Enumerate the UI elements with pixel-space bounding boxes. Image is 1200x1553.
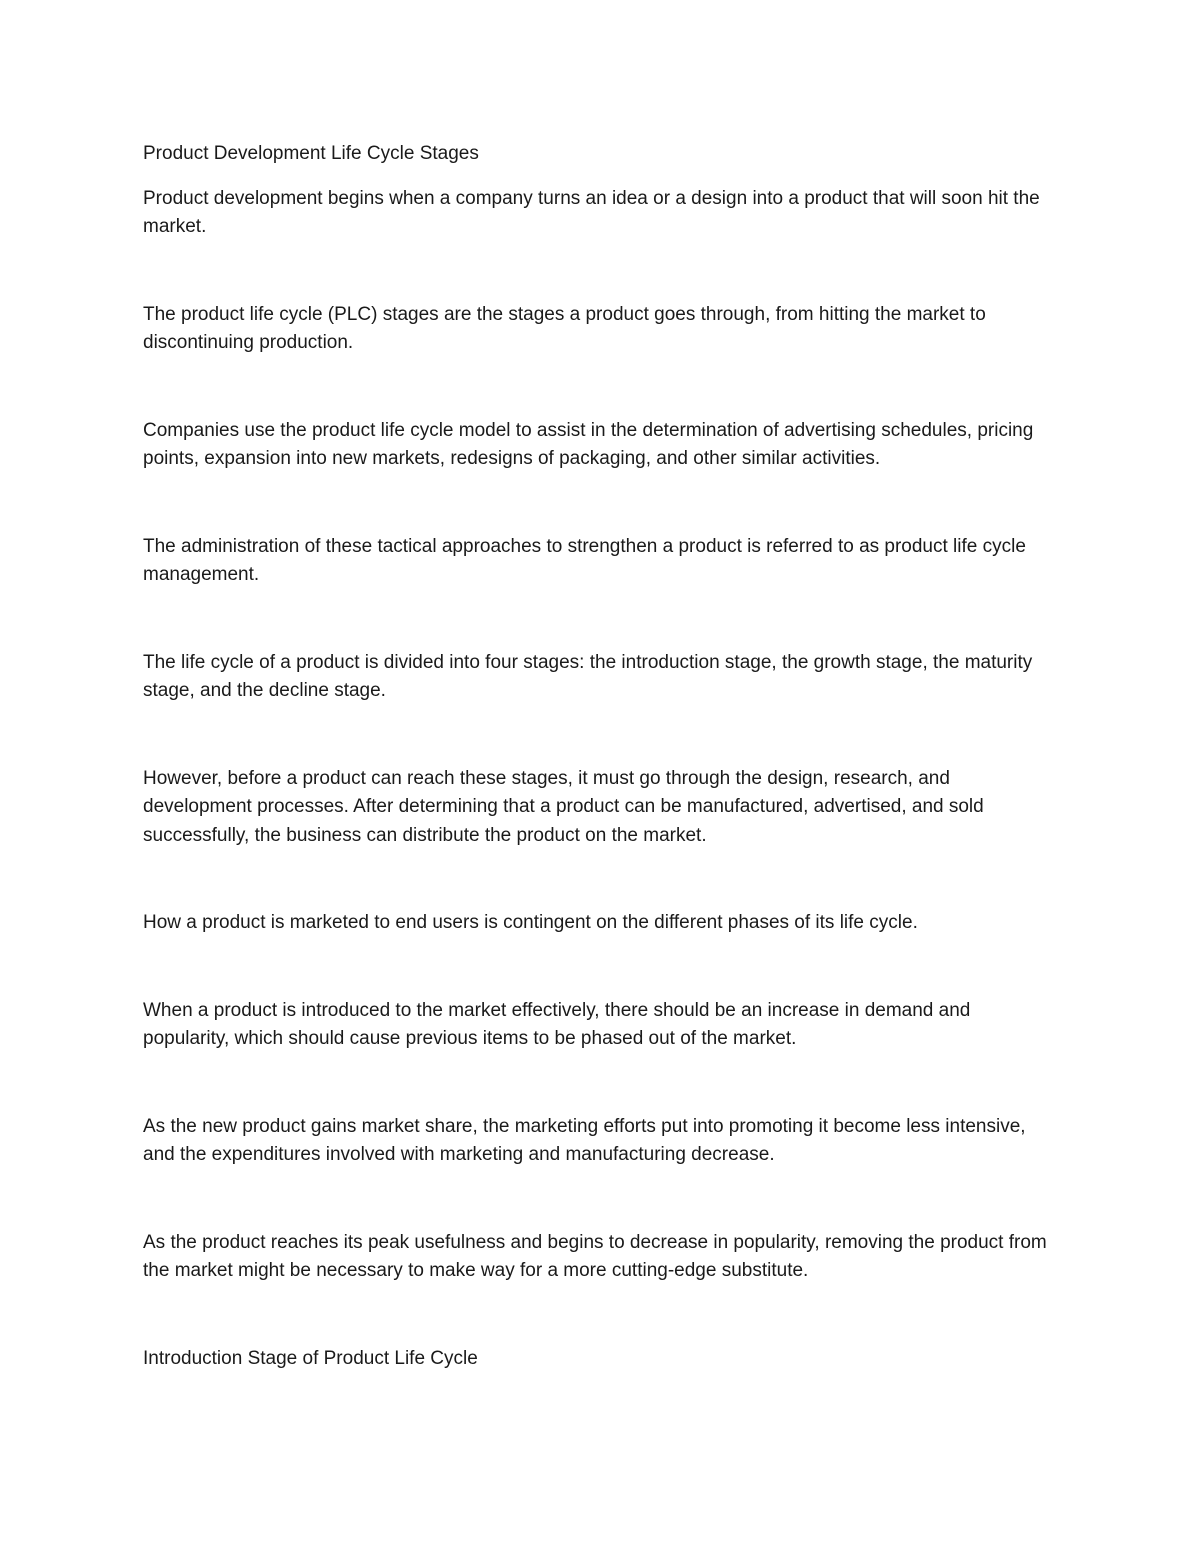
paragraph-plc-model-use: Companies use the product life cycle model to assist in the determination of advertising schedules, pricing points, expansion into new markets, redesigns of packaging, and other similar activities. xyxy=(143,419,1034,469)
paragraph-introduction-effect: When a product is introduced to the market effectively, there should be an increase in demand and popularity, which should cause previous items to be phased out of the market. xyxy=(143,999,971,1049)
paragraph-plc-management: The administration of these tactical approaches to strengthen a product is referred to as product life cycle management. xyxy=(143,535,1026,585)
paragraph-four-stages: The life cycle of a product is divided into four stages: the introduction stage, the growth stage, the maturity stage, and the decline stage. xyxy=(143,651,1033,701)
document-title: Product Development Life Cycle Stages xyxy=(143,143,479,164)
document-body xyxy=(143,140,1058,1389)
paragraph-market-share: As the new product gains market share, the marketing efforts put into promoting it become less intensive, and the expenditures involved with marketing and manufacturing decrease. xyxy=(143,1115,1026,1165)
paragraph-design-research: However, before a product can reach these stages, it must go through the design, research, and development processes. After determining that a product can be manufactured, advertised, and sold successfully, the business can distribute the product on the market. xyxy=(143,767,984,846)
paragraph-marketing-phases: How a product is marketed to end users is contingent on the different phases of its life cycle. xyxy=(143,912,918,933)
section-heading-introduction-stage: Introduction Stage of Product Life Cycle xyxy=(143,1347,478,1369)
paragraph-plc-stages: The product life cycle (PLC) stages are the stages a product goes through, from hitting the market to discontinuing production. xyxy=(143,303,986,353)
paragraph-peak-usefulness: As the product reaches its peak usefulness and begins to decrease in popularity, removing the product from the market might be necessary to make way for a more cutting-edge substitute. xyxy=(143,1231,1047,1281)
paragraph-product-development: Product development begins when a company turns an idea or a design into a product that will soon hit the market. xyxy=(143,187,1040,237)
